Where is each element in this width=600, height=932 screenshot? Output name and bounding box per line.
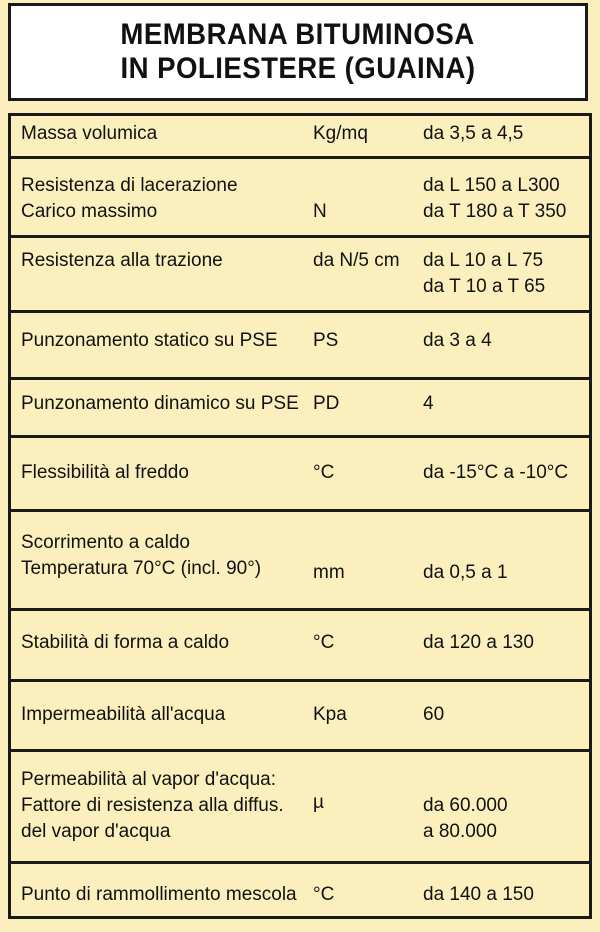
row-unit: PS xyxy=(313,330,339,351)
row-value: da L 10 a L 75 da T 10 a T 65 xyxy=(423,250,546,297)
table-row-impermeabilita xyxy=(11,682,589,752)
row-unit: da N/5 cm xyxy=(313,250,400,271)
row-unit: °C xyxy=(313,884,335,905)
table-row-scorrimento xyxy=(11,512,589,611)
row-value: da -15°C a -10°C xyxy=(423,462,569,483)
row-value: da 0,5 a 1 xyxy=(423,562,508,583)
title-line-1: MEMBRANA BITUMINOSA xyxy=(120,18,476,51)
table-row-massa-volumica xyxy=(11,116,589,159)
title-box xyxy=(8,3,588,101)
row-unit: °C xyxy=(313,462,335,483)
row-label: Flessibilità al freddo xyxy=(21,462,189,483)
table-row-resistenza-lacerazione xyxy=(11,159,589,238)
table-row-punzonamento-statico xyxy=(11,313,589,380)
row-label: Impermeabilità all'acqua xyxy=(21,704,226,725)
row-unit: µ xyxy=(313,792,324,813)
row-value: da L 150 a L300 da T 180 a T 350 xyxy=(423,175,567,222)
title-line-2: IN POLIESTERE (GUAINA) xyxy=(120,52,476,85)
row-value: da 3,5 a 4,5 xyxy=(423,123,524,144)
row-unit: Kg/mq xyxy=(313,123,368,144)
row-value: da 140 a 150 xyxy=(423,884,534,905)
row-value: 60 xyxy=(423,704,445,725)
row-unit: N xyxy=(313,201,327,222)
row-label: Scorrimento a caldo Temperatura 70°C (incl. 90°) xyxy=(21,532,262,579)
table-row-punto-rammollimento xyxy=(11,864,589,920)
row-value: da 60.000 a 80.000 xyxy=(423,795,508,842)
table-row-resistenza-trazione xyxy=(11,238,589,313)
row-label: Massa volumica xyxy=(21,123,158,144)
table-row-flessibilita xyxy=(11,438,589,512)
row-value: da 120 a 130 xyxy=(423,632,534,653)
row-unit: mm xyxy=(313,562,345,583)
row-label: Stabilità di forma a caldo xyxy=(21,632,230,653)
row-value: 4 xyxy=(423,393,434,414)
row-unit: PD xyxy=(313,393,340,414)
row-value: da 3 a 4 xyxy=(423,330,492,351)
row-label: Resistenza alla trazione xyxy=(21,250,223,271)
row-label: Resistenza di lacerazione Carico massimo xyxy=(21,175,238,222)
properties-table xyxy=(8,113,592,919)
row-label: Punzonamento dinamico su PSE xyxy=(21,393,299,414)
row-unit: °C xyxy=(313,632,335,653)
table-row-permeabilita-vapore xyxy=(11,752,589,864)
row-label: Permeabilità al vapor d'acqua: Fattore di resistenza alla diffus. del vapor d'acqua xyxy=(21,769,284,842)
table-row-punzonamento-dinamico xyxy=(11,380,589,438)
table-row-stabilita xyxy=(11,611,589,682)
row-label: Punzonamento statico su PSE xyxy=(21,330,278,351)
row-unit: Kpa xyxy=(313,704,347,725)
row-label: Punto di rammollimento mescola xyxy=(21,884,297,905)
